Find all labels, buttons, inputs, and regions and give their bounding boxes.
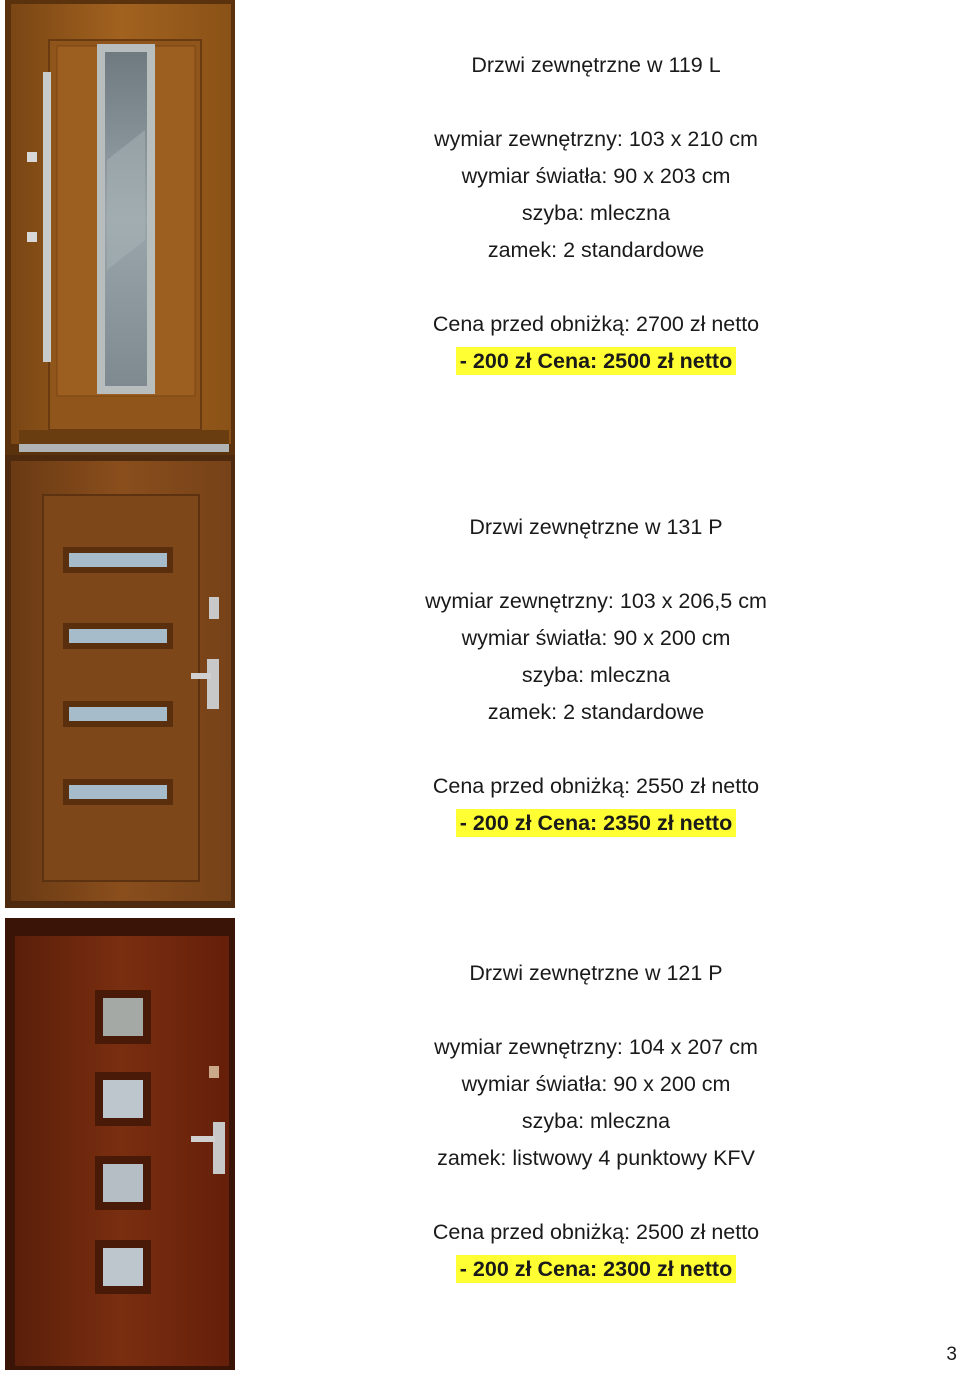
price-before-discount: Cena przed obniżką: 2550 zł netto (432, 774, 760, 798)
discounted-price: - 200 zł Cena: 2300 zł netto (456, 1255, 736, 1283)
discounted-price: - 200 zł Cena: 2500 zł netto (456, 347, 736, 375)
product-title: Drzwi zewnętrzne w 131 P (469, 515, 723, 539)
discounted-price: - 200 zł Cena: 2350 zł netto (456, 809, 736, 837)
product-info-3 (240, 955, 952, 1288)
product-info-2 (240, 509, 952, 842)
door-image-w131p (5, 455, 235, 908)
spec-glass: szyba: mleczna (521, 201, 671, 225)
spec-lock: zamek: 2 standardowe (487, 238, 705, 262)
spec-outer-dimension: wymiar zewnętrzny: 103 x 210 cm (434, 127, 758, 151)
spec-light-dimension: wymiar światła: 90 x 200 cm (461, 1072, 731, 1096)
door-image-w121p (5, 918, 235, 1370)
spec-lock: zamek: 2 standardowe (487, 700, 705, 724)
product-info-1 (240, 47, 952, 380)
spec-outer-dimension: wymiar zewnętrzny: 104 x 207 cm (434, 1035, 758, 1059)
page-number: 3 (946, 1344, 957, 1365)
spec-lock: zamek: listwowy 4 punktowy KFV (437, 1146, 755, 1170)
spec-light-dimension: wymiar światła: 90 x 200 cm (461, 626, 731, 650)
door-image-w119l (5, 0, 235, 455)
price-before-discount: Cena przed obniżką: 2500 zł netto (432, 1220, 760, 1244)
price-before-discount: Cena przed obniżką: 2700 zł netto (432, 312, 760, 336)
spec-light-dimension: wymiar światła: 90 x 203 cm (461, 164, 731, 188)
spec-outer-dimension: wymiar zewnętrzny: 103 x 206,5 cm (425, 589, 767, 613)
product-title: Drzwi zewnętrzne w 121 P (469, 961, 723, 985)
spec-glass: szyba: mleczna (521, 663, 671, 687)
spec-glass: szyba: mleczna (521, 1109, 671, 1133)
product-title: Drzwi zewnętrzne w 119 L (471, 53, 721, 77)
